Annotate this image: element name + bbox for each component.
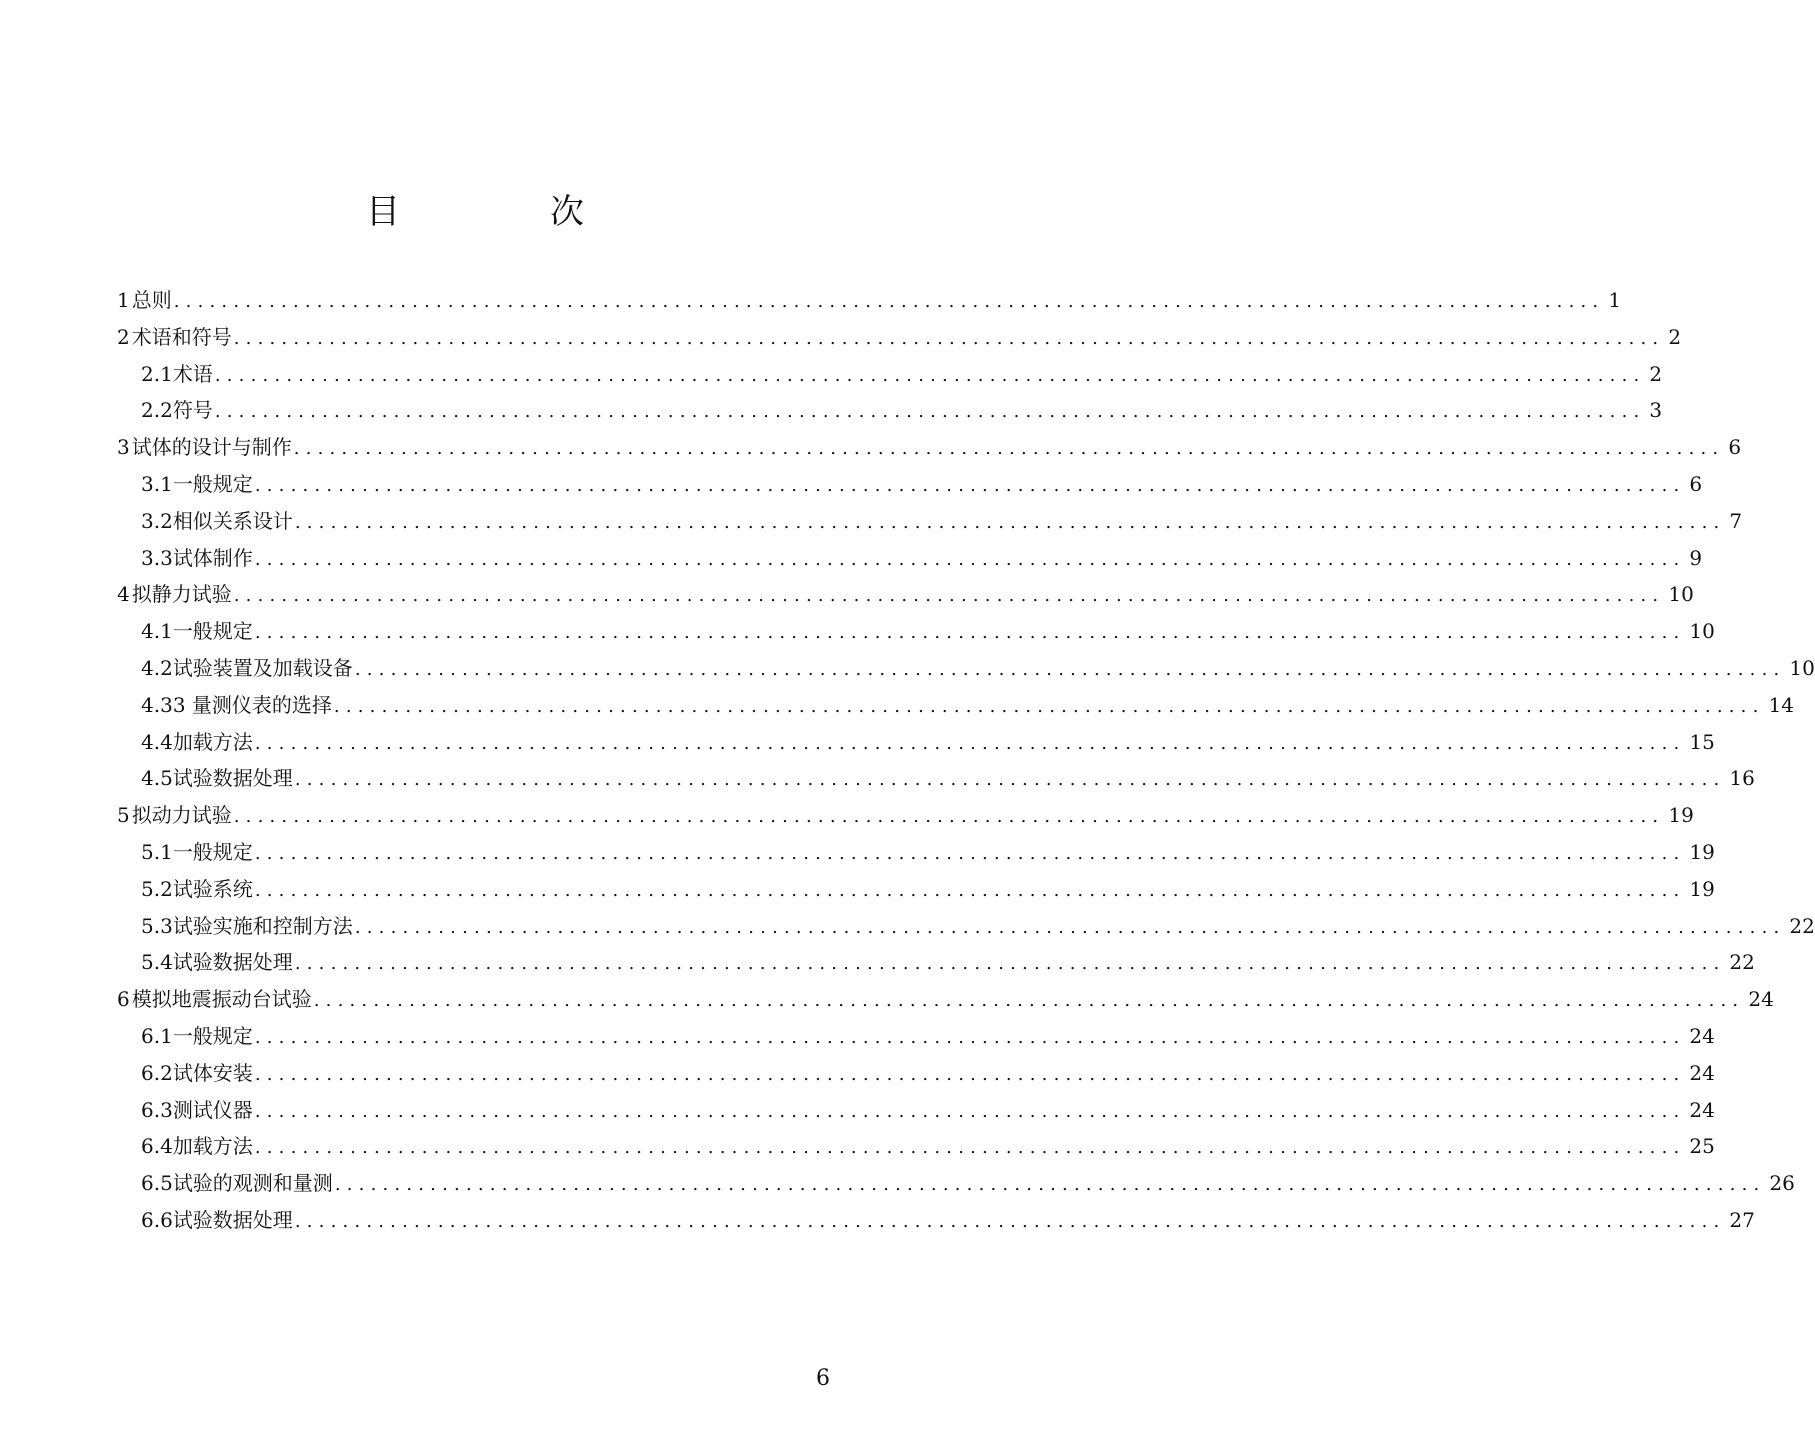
toc-entry-number: 5: [117, 803, 130, 828]
toc-entry-page: 19: [1689, 840, 1715, 864]
toc-entry-label: 术语和符号: [131, 324, 232, 349]
toc-entry-label: 试验实施和控制方法: [172, 913, 353, 938]
toc-entry-number: 4.5: [141, 766, 173, 791]
toc-dot-leader: ........................................................................................................................: [254, 622, 1686, 644]
toc-entry[interactable]: [117, 321, 1682, 353]
toc-entry[interactable]: [141, 1130, 1715, 1162]
toc-entry[interactable]: [141, 1204, 1755, 1236]
toc-entry[interactable]: [141, 726, 1715, 758]
toc-entry-label: 试体制作: [172, 545, 253, 570]
toc-entry-page: 19: [1668, 803, 1694, 828]
toc-entry-page: 10: [1668, 582, 1694, 607]
toc-entry-label: 一般规定: [172, 1024, 253, 1048]
toc-entry[interactable]: [141, 358, 1663, 390]
toc-entry-page: 25: [1689, 1134, 1715, 1159]
toc-dot-leader: ........................................................................................................................: [293, 438, 1725, 460]
toc-entry-page: 1: [1608, 288, 1622, 312]
toc-entry-label: 试验的观测和量测: [172, 1171, 333, 1196]
toc-entry-page: 6: [1689, 472, 1703, 496]
toc-entry-page: 2: [1649, 361, 1663, 386]
toc-entry[interactable]: [141, 542, 1703, 574]
toc-dot-leader: ........................................................................................................................: [254, 548, 1686, 570]
toc-entry-label: 测试仪器: [172, 1097, 253, 1122]
toc-entry-label: 总则: [131, 288, 172, 312]
toc-entry-page: 15: [1689, 729, 1715, 754]
toc-dot-leader: ........................................................................................................................: [254, 879, 1686, 901]
toc-entry-label: 加载方法: [172, 729, 253, 754]
toc-dot-leader: ........................................................................................................................: [214, 401, 1646, 423]
toc-entry-number: 3.1: [141, 472, 173, 496]
toc-entry-page: 6: [1728, 435, 1742, 460]
toc-entry-number: 4: [117, 582, 130, 607]
toc-entry-label: 试验数据处理: [172, 766, 293, 791]
toc-entry[interactable]: [141, 836, 1715, 868]
toc-dot-leader: ........................................................................................................................: [354, 659, 1786, 680]
toc-dot-leader: ........................................................................................................................: [294, 511, 1726, 533]
toc-entry-label: 模拟地震振动台试验: [131, 987, 312, 1012]
toc-entry-page: 14: [1768, 692, 1794, 717]
toc-entry-number: 6.4: [141, 1134, 173, 1159]
toc-entry-number: 5.3: [141, 913, 173, 938]
toc-entry-number: 5.2: [141, 876, 173, 901]
toc-entry-number: 3: [117, 435, 130, 460]
toc-dot-leader: ........................................................................................................................: [233, 806, 1665, 828]
toc-entry-number: 6.1: [141, 1024, 173, 1048]
toc-entry-label: 一般规定: [172, 619, 253, 644]
toc-entry-number: 6: [117, 987, 130, 1012]
toc-dot-leader: ........................................................................................................................: [294, 953, 1726, 975]
toc-entry-page: 24: [1689, 1024, 1715, 1048]
toc-entry-label: 3 量测仪表的选择: [172, 692, 332, 717]
toc-entry-label: 符号: [172, 398, 213, 423]
toc-entry[interactable]: [141, 910, 1815, 942]
toc-entry[interactable]: [141, 394, 1663, 426]
toc-entry-page: 27: [1729, 1208, 1755, 1232]
toc-entry-number: 6.3: [141, 1097, 173, 1122]
toc-entry[interactable]: [141, 1057, 1715, 1089]
toc-entry-label: 一般规定: [172, 840, 253, 864]
toc-entry-label: 一般规定: [172, 472, 253, 496]
toc-entry-number: 4.4: [141, 729, 173, 754]
toc-entry-label: 试验数据处理: [172, 1208, 293, 1232]
toc-entry-page: 22: [1729, 950, 1755, 975]
toc-entry-number: 6.5: [141, 1171, 173, 1196]
toc-entry[interactable]: [117, 799, 1694, 831]
toc-dot-leader: ........................................................................................................................: [254, 843, 1686, 864]
toc-dot-leader: ........................................................................................................................: [313, 990, 1745, 1012]
toc-entry-label: 试体的设计与制作: [131, 435, 292, 460]
toc-dot-leader: ........................................................................................................................: [214, 364, 1646, 386]
toc-dot-leader: ........................................................................................................................: [254, 1137, 1686, 1159]
toc-entry[interactable]: [141, 946, 1755, 978]
toc-entry[interactable]: [141, 505, 1743, 537]
toc-entry-number: 2.1: [141, 361, 173, 386]
toc-entry-page: 7: [1729, 508, 1743, 533]
toc-entry[interactable]: [141, 615, 1715, 647]
toc-dot-leader: ........................................................................................................................: [254, 732, 1686, 754]
toc-entry[interactable]: [141, 689, 1794, 721]
toc-entry-number: 4.1: [141, 619, 173, 644]
toc-dot-leader: ........................................................................................................................: [334, 1174, 1766, 1196]
toc-dot-leader: ........................................................................................................................: [294, 769, 1726, 791]
toc-dot-leader: ........................................................................................................................: [254, 1027, 1686, 1048]
toc-dot-leader: ........................................................................................................................: [233, 585, 1665, 607]
toc-entry-number: 3.3: [141, 545, 173, 570]
toc-entry-number: 5.4: [141, 950, 173, 975]
toc-dot-leader: ........................................................................................................................: [233, 327, 1665, 349]
toc-entry-page: 19: [1689, 876, 1715, 901]
toc-entry[interactable]: [141, 1094, 1715, 1126]
toc-dot-leader: ........................................................................................................................: [354, 916, 1786, 938]
toc-dot-leader: ........................................................................................................................: [254, 1100, 1686, 1122]
toc-entry[interactable]: [141, 1020, 1715, 1052]
toc-entry[interactable]: [117, 578, 1694, 610]
toc-entry-page: 3: [1649, 398, 1663, 423]
toc-entry-label: 试验数据处理: [172, 950, 293, 975]
toc-entry-number: 2: [117, 324, 130, 349]
toc-entry-number: 4.3: [141, 692, 173, 717]
toc-entry[interactable]: [141, 762, 1755, 794]
toc-entry-label: 拟静力试验: [131, 582, 232, 607]
toc-dot-leader: ........................................................................................................................: [254, 475, 1686, 496]
toc-entry-number: 3.2: [141, 508, 173, 533]
toc-entry-page: 26: [1769, 1171, 1795, 1196]
toc-entry[interactable]: [141, 873, 1715, 905]
toc-dot-leader: ........................................................................................................................: [173, 291, 1605, 312]
page-number: 6: [816, 1366, 830, 1391]
toc-entry-label: 术语: [172, 361, 213, 386]
toc-entry-page: 24: [1689, 1060, 1715, 1085]
toc-entry-page: 2: [1668, 324, 1682, 349]
toc-entry-label: 试体安装: [172, 1060, 253, 1085]
toc-dot-leader: ........................................................................................................................: [294, 1211, 1726, 1232]
page-title: 目 次: [366, 192, 642, 232]
toc-dot-leader: ........................................................................................................................: [254, 1063, 1686, 1085]
toc-entry-page: 16: [1729, 766, 1755, 791]
toc-entry-number: 6.6: [141, 1208, 173, 1232]
toc-entry-number: 4.2: [141, 656, 173, 680]
toc-entry-page: 22: [1789, 913, 1815, 938]
toc-entry-label: 试验装置及加载设备: [172, 656, 353, 680]
toc-entry-page: 24: [1689, 1097, 1715, 1122]
toc-entry[interactable]: [141, 468, 1703, 500]
toc-entry-number: 2.2: [141, 398, 173, 423]
toc-dot-leader: ........................................................................................................................: [333, 695, 1765, 717]
toc-entry-label: 加载方法: [172, 1134, 253, 1159]
toc-entry-label: 相似关系设计: [172, 508, 293, 533]
toc-entry[interactable]: [141, 652, 1815, 684]
toc-entry-label: 试验系统: [172, 876, 253, 901]
toc-entry-page: 24: [1748, 987, 1774, 1012]
toc-entry-number: 5.1: [141, 840, 173, 864]
toc-entry-page: 9: [1689, 545, 1703, 570]
toc-entry[interactable]: [117, 983, 1774, 1015]
toc-entry-number: 6.2: [141, 1060, 173, 1085]
toc-entry-page: 10: [1689, 619, 1715, 644]
toc-entry-page: 10: [1789, 656, 1815, 680]
toc-entry-label: 拟动力试验: [131, 803, 232, 828]
toc-entry[interactable]: [117, 431, 1742, 463]
toc-entry[interactable]: [117, 284, 1622, 316]
toc-entry[interactable]: [141, 1167, 1795, 1199]
toc-entry-number: 1: [117, 288, 130, 312]
